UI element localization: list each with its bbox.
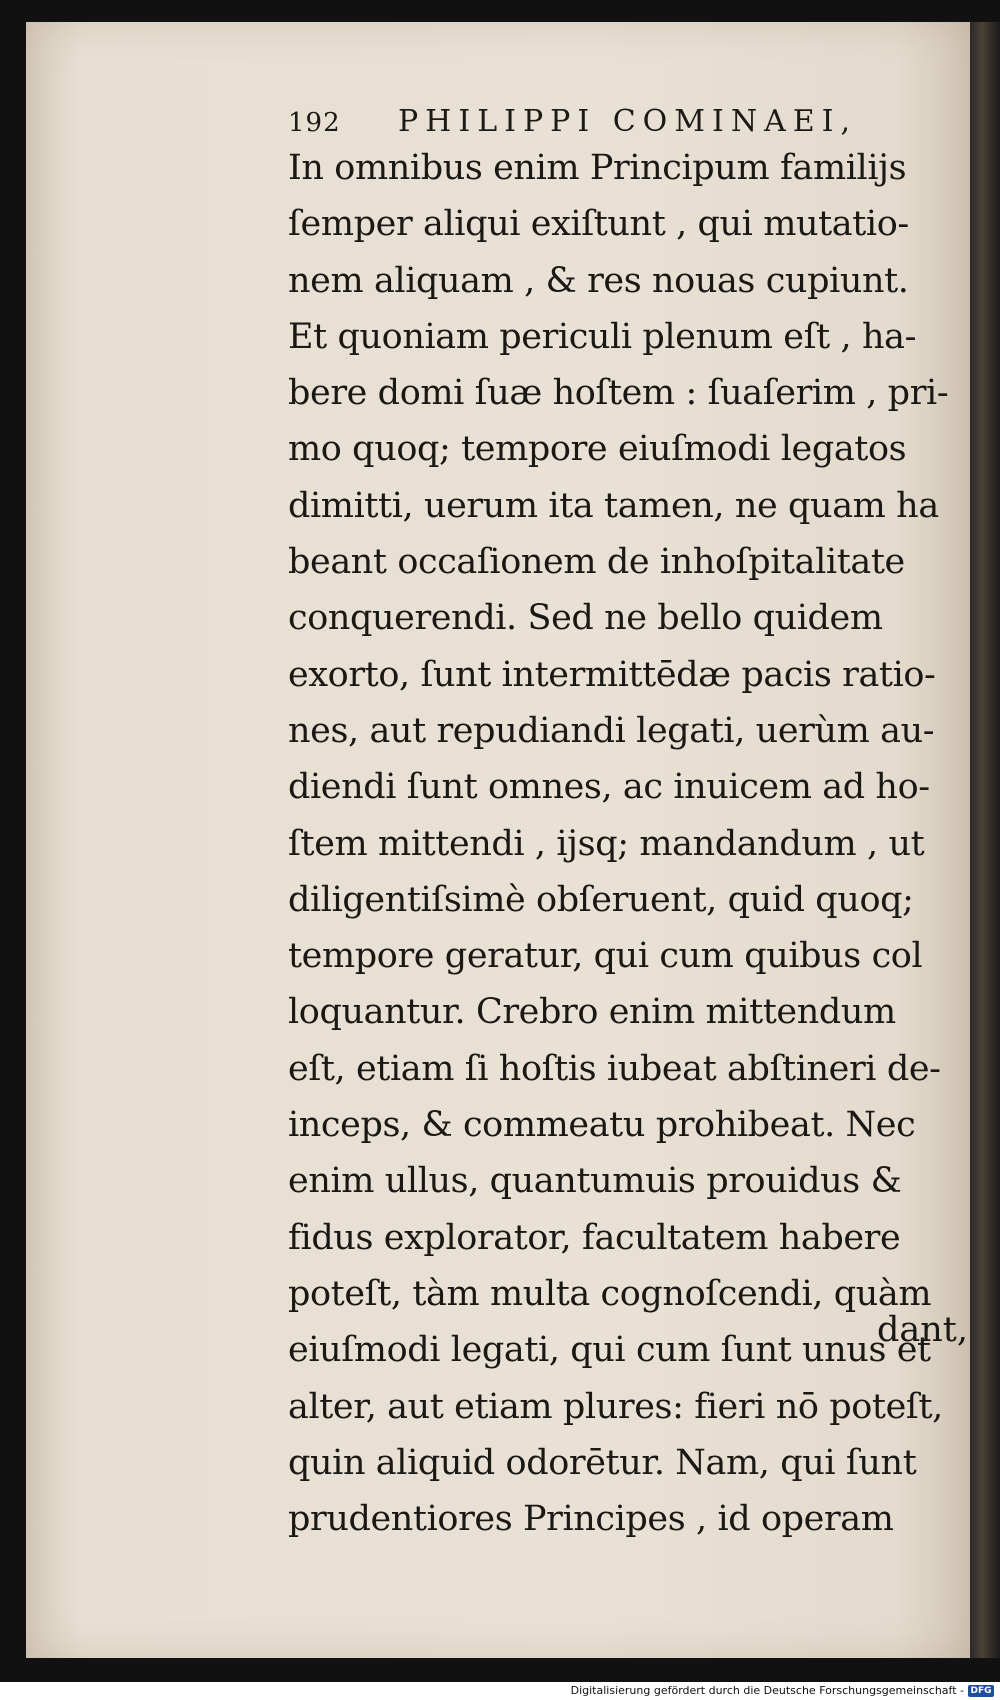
text-line: diendi ſunt omnes, ac inuicem ad ho- — [288, 767, 930, 808]
page-header — [288, 102, 938, 142]
dfg-logo-icon: DFG — [968, 1685, 994, 1697]
text-line: exorto, ſunt intermittēdæ pacis ratio- — [288, 654, 936, 695]
text-line: eſt, etiam ſi hoſtis iubeat abſtineri de- — [288, 1048, 941, 1089]
text-line: poteſt, tàm multa cognoſcendi, quàm — [288, 1273, 932, 1314]
text-line: diligentiſsimè obſeruent, quid quoq; — [288, 879, 914, 920]
funding-credit: Digitalisierung gefördert durch die Deutsche Forschungsgemeinschaft - — [570, 1684, 964, 1697]
text-line: ſtem mittendi , ijsq; mandandum , ut — [288, 823, 925, 864]
catchword: dant, — [876, 1310, 968, 1350]
text-line: bere domi ſuæ hoſtem : ſuaſerim , pri- — [288, 373, 949, 414]
text-line: quin aliquid odorētur. Nam, qui ſunt — [288, 1442, 917, 1483]
text-line: ſemper aliqui exiſtunt , qui mutatio- — [288, 204, 909, 245]
text-line: fidus explorator, facultatem habere — [288, 1217, 901, 1258]
text-line: prudentiores Principes , id operam — [288, 1499, 894, 1540]
text-line: enim ullus, quantumuis prouidus & — [288, 1161, 902, 1202]
text-line: loquantur. Crebro enim mittendum — [288, 992, 896, 1033]
text-line: nem aliquam , & res nouas cupiunt. — [288, 260, 909, 301]
body-text — [288, 140, 978, 1547]
text-line: tempore geratur, qui cum quibus col — [288, 936, 923, 977]
text-line: alter, aut etiam plures: fieri nō poteſt, — [288, 1386, 943, 1427]
text-line: dimitti, uerum ita tamen, ne quam ha — [288, 485, 939, 526]
digitization-footer — [0, 1682, 1000, 1700]
text-line: mo quoq; tempore eiuſmodi legatos — [288, 429, 907, 470]
running-head: PHILIPPI COMINAEI, — [398, 104, 858, 139]
text-line: In omnibus enim Principum familijs — [288, 148, 907, 188]
page-number: 192 — [288, 108, 341, 138]
text-line: conquerendi. Sed ne bello quidem — [288, 598, 883, 639]
text-line: Et quoniam periculi plenum eſt , ha- — [288, 316, 917, 357]
text-line: inceps, & commeatu prohibeat. Nec — [288, 1105, 916, 1146]
text-line: eiuſmodi legati, qui cum ſunt unus et — [288, 1330, 931, 1371]
text-line: beant occaſionem de inhoſpitalitate — [288, 542, 905, 583]
text-line: nes, aut repudiandi legati, uerùm au- — [288, 710, 935, 751]
